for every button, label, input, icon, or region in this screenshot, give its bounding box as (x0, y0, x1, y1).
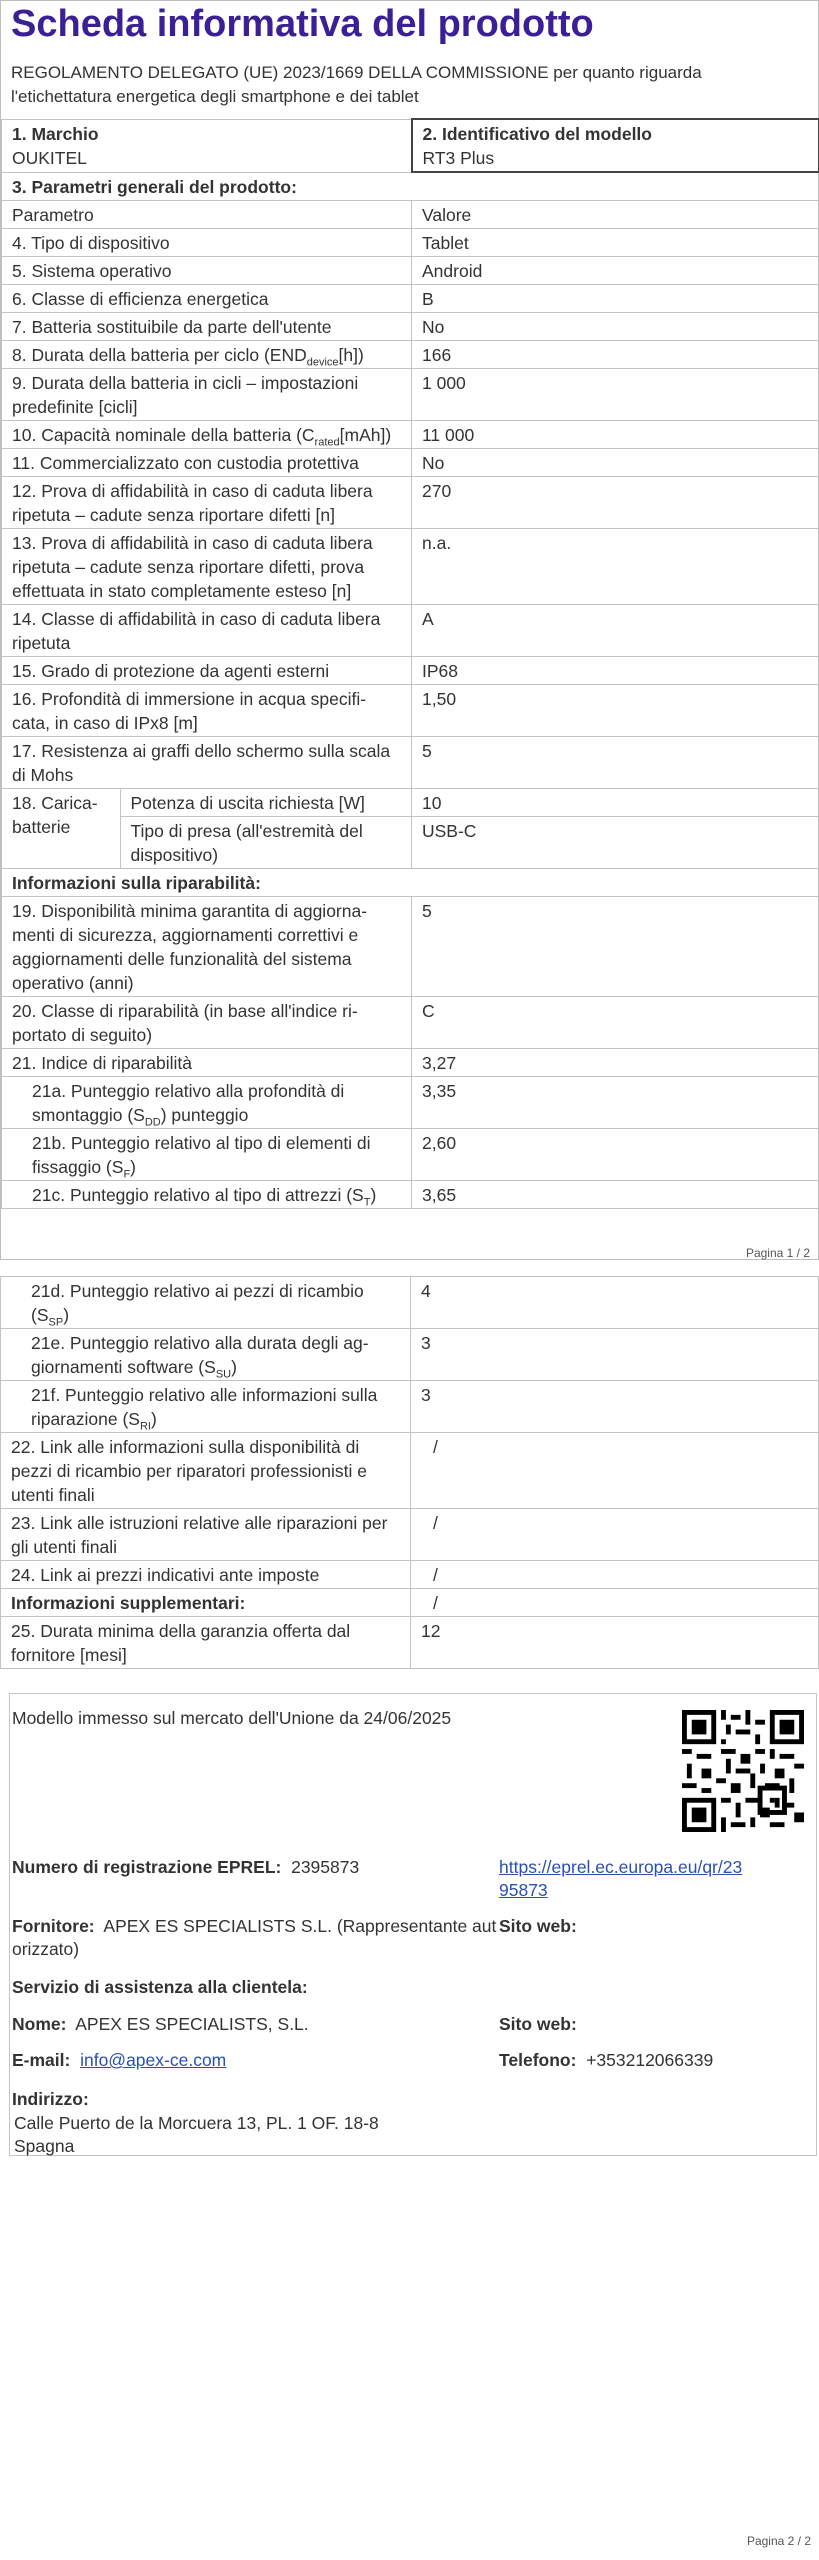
name-label: Nome: (12, 2014, 67, 2034)
table-row (1, 1277, 819, 1329)
param-cell (2, 1129, 412, 1181)
param-text-after: ) (370, 1185, 377, 1205)
param-cell: 16. Profondità di immersione in acqua specifi-cata, in caso di IPx8 [m] (2, 685, 412, 737)
address-label: Indirizzo: (12, 2089, 89, 2109)
param-text: 21d. Punteggio relativo ai pezzi di ricambio (S (31, 1281, 364, 1325)
value-cell: 3,65 (412, 1181, 819, 1209)
value-cell: 3 (411, 1329, 819, 1381)
eprel-label: Numero di registrazione EPREL: (12, 1857, 282, 1877)
table-row (2, 285, 819, 313)
value-cell: C (412, 997, 819, 1049)
value-cell: 12 (411, 1617, 819, 1669)
param-text: 10. Capacità nominale della batteria (C (12, 425, 315, 445)
value-cell: 270 (412, 477, 819, 529)
param-subscript: RI (139, 1420, 151, 1433)
table-row (2, 1077, 819, 1129)
param-subscript: device (306, 356, 339, 369)
param-cell (2, 421, 412, 449)
param-cell: 14. Classe di affidabilità in caso di caduta libera ripetuta (2, 605, 412, 657)
charger-value-cell (412, 789, 819, 869)
param-header: Parametro (2, 201, 412, 229)
value-cell: 3,27 (412, 1049, 819, 1077)
value-cell: 2,60 (412, 1129, 819, 1181)
param-text-after: ) punteggio (160, 1105, 249, 1125)
email-label: E-mail: (12, 2050, 71, 2070)
param-cell: 21. Indice di riparabilità (2, 1049, 412, 1077)
table-row (2, 1049, 819, 1077)
param-cell: 12. Prova di affidabilità in caso di caduta libera ripetuta – cadute senza riportare difetti [n] (2, 477, 412, 529)
value-cell: 3,35 (412, 1077, 819, 1129)
param-cell: 4. Tipo di dispositivo (2, 229, 412, 257)
extra-section-heading: Informazioni supplementari: (1, 1589, 411, 1617)
eprel-link[interactable]: https://eprel.ec.europa.eu/qr/23 (499, 1857, 743, 1877)
table-row (2, 257, 819, 285)
market-date-text: Modello immesso sul mercato dell'Unione da 24/06/2025 (12, 1708, 452, 1728)
param-subscript: T (363, 1196, 371, 1209)
table-row (2, 529, 819, 605)
value-cell: / (411, 1433, 819, 1509)
table-row (2, 229, 819, 257)
param-subscript: SU (215, 1368, 232, 1381)
param-subscript: SP (48, 1316, 64, 1329)
customer-service-label: Servizio di assistenza alla clientela: (12, 1977, 308, 1997)
value-cell: Android (412, 257, 819, 285)
table-row (2, 897, 819, 997)
param-text: 21f. Punteggio relativo alle informazioni sulla riparazione (S (31, 1385, 378, 1429)
param-cell: 5. Sistema operativo (2, 257, 412, 285)
param-cell: 6. Classe di efficienza energetica (2, 285, 412, 313)
supplier-value: APEX ES SPECIALISTS S.L. (Rappresentante aut (103, 1916, 497, 1936)
table-row (2, 685, 819, 737)
charger-power-param: Potenza di uscita richiesta [W] (120, 789, 411, 817)
param-text: 21c. Punteggio relativo al tipo di attrezzi (S (32, 1185, 364, 1205)
qr-code-icon (682, 1710, 804, 1832)
value-cell: 5 (412, 737, 819, 789)
table-row (2, 1181, 819, 1209)
table-row (1, 1589, 819, 1617)
value-cell: 11 000 (412, 421, 819, 449)
param-cell: 7. Batteria sostituibile da parte dell'utente (2, 313, 412, 341)
table-row (1, 1329, 819, 1381)
supplier-label: Fornitore: (12, 1916, 95, 1936)
address-line-1: Calle Puerto de la Morcuera 13, PL. 1 OF. 18-8 (14, 2113, 379, 2133)
param-cell (2, 1181, 412, 1209)
page-number-2: Pagina 2 / 2 (746, 2534, 811, 2548)
param-text-after: [mAh]) (339, 425, 392, 445)
value-cell: / (411, 1589, 819, 1617)
value-cell: / (411, 1509, 819, 1561)
product-info-table-page-2 (0, 1276, 819, 1669)
param-subscript: F (123, 1168, 131, 1181)
table-row (1, 1433, 819, 1509)
value-cell: 4 (411, 1277, 819, 1329)
value-cell: No (412, 313, 819, 341)
supplier-value-continued: orizzato) (12, 1939, 80, 1959)
brand-value: OUKITEL (12, 147, 87, 168)
param-cell (1, 1329, 411, 1381)
param-text-after: ) (130, 1157, 136, 1177)
charger-param-cell (2, 789, 412, 869)
param-cell (2, 341, 412, 369)
param-header-row (2, 201, 819, 229)
product-info-table (1, 118, 819, 1209)
table-row (2, 341, 819, 369)
param-cell (2, 1077, 412, 1129)
table-row (2, 477, 819, 529)
value-cell: A (412, 605, 819, 657)
table-row (1, 1561, 819, 1589)
table-row (2, 657, 819, 685)
table-row (2, 1129, 819, 1181)
table-row (2, 313, 819, 341)
value-cell: 1,50 (412, 685, 819, 737)
value-cell: B (412, 285, 819, 313)
name-value: APEX ES SPECIALISTS, S.L. (75, 2014, 309, 2034)
model-value: RT3 Plus (422, 148, 495, 168)
phone-label: Telefono: (499, 2050, 577, 2070)
table-row (1, 1509, 819, 1561)
general-section-heading: 3. Parametri generali del prodotto: (2, 172, 819, 201)
param-text-after: ) (63, 1305, 70, 1325)
website-label-2: Sito web: (499, 2014, 577, 2034)
param-text: 21a. Punteggio relativo alla profondità di smontaggio (S (32, 1081, 345, 1125)
regulation-subtitle: REGOLAMENTO DELEGATO (UE) 2023/1669 DELLA COMMISSIONE per quanto riguarda l'etichettatura energetica degli smartphone e dei tablet (11, 63, 702, 106)
value-cell: IP68 (412, 657, 819, 685)
param-text-after: [h]) (338, 345, 364, 365)
brand-model-row (2, 119, 819, 172)
charger-socket-value: USB-C (422, 821, 477, 841)
param-cell: 20. Classe di riparabilità (in base all'indice ri-portato di seguito) (2, 997, 412, 1049)
param-cell (1, 1381, 411, 1433)
brand-label: 1. Marchio (12, 123, 99, 144)
value-header: Valore (412, 201, 819, 229)
param-text: 8. Durata della batteria per ciclo (END (12, 345, 307, 365)
email-link[interactable]: info@apex-ce.com (80, 2050, 227, 2070)
param-cell: 25. Durata minima della garanzia offerta dal fornitore [mesi] (1, 1617, 411, 1669)
param-text-after: ) (231, 1357, 237, 1377)
value-cell: 166 (412, 341, 819, 369)
table-row (2, 737, 819, 789)
param-cell: 9. Durata della batteria in cicli – impostazioni predefinite [cicli] (2, 369, 412, 421)
param-cell: 23. Link alle istruzioni relative alle riparazioni per gli utenti finali (1, 1509, 411, 1561)
param-cell: 13. Prova di affidabilità in caso di caduta libera ripetuta – cadute senza riportare difetti, prova effettuata in stato completamente esteso [n] (2, 529, 412, 605)
table-row (1, 1381, 819, 1433)
supplier-info-box (9, 1693, 817, 2156)
param-cell: 24. Link ai prezzi indicativi ante imposte (1, 1561, 411, 1589)
param-cell: 15. Grado di protezione da agenti esterni (2, 657, 412, 685)
param-cell: 22. Link alle informazioni sulla disponibilità di pezzi di ricambio per riparatori professionisti e utenti finali (1, 1433, 411, 1509)
param-text: 21b. Punteggio relativo al tipo di elementi di fissaggio (S (32, 1133, 371, 1177)
value-cell: 1 000 (412, 369, 819, 421)
charger-row (2, 789, 819, 869)
param-text: 21e. Punteggio relativo alla durata degli ag-giornamenti software (S (31, 1333, 369, 1377)
website-label: Sito web: (499, 1916, 577, 1936)
eprel-link-continued[interactable]: 95873 (499, 1880, 548, 1900)
table-row (2, 605, 819, 657)
phone-value: +353212066339 (586, 2050, 714, 2070)
value-cell: 3 (411, 1381, 819, 1433)
value-cell: Tablet (412, 229, 819, 257)
param-subscript: rated (314, 436, 340, 449)
charger-subtable (2, 789, 411, 868)
value-cell: n.a. (412, 529, 819, 605)
param-subscript: DD (144, 1116, 161, 1129)
param-cell: 17. Resistenza ai graffi dello schermo sulla scala di Mohs (2, 737, 412, 789)
value-cell: / (411, 1561, 819, 1589)
table-row (2, 369, 819, 421)
table-row (2, 449, 819, 477)
charger-power-value: 10 (412, 789, 819, 817)
table-row (2, 421, 819, 449)
param-cell: 19. Disponibilità minima garantita di aggiorna-menti di sicurezza, aggiornamenti correttivi e aggiornamenti delle funzionalità del sistema operativo (anni) (2, 897, 412, 997)
model-label: 2. Identificativo del modello (422, 124, 652, 144)
page-number-1: Pagina 1 / 2 (745, 1246, 810, 1260)
value-cell: 5 (412, 897, 819, 997)
page-title: Scheda informativa del prodotto (11, 3, 594, 45)
charger-values-subtable (412, 789, 819, 868)
repair-section-heading: Informazioni sulla riparabilità: (2, 869, 819, 897)
charger-socket-param: Tipo di presa (all'estremità del dispositivo) (120, 817, 411, 869)
address-line-2: Spagna (14, 2136, 75, 2156)
table-row (1, 1617, 819, 1669)
param-text-after: ) (150, 1409, 157, 1429)
eprel-value: 2395873 (291, 1857, 360, 1877)
param-cell: 11. Commercializzato con custodia protettiva (2, 449, 412, 477)
model-cell (412, 119, 819, 172)
table-row (2, 997, 819, 1049)
brand-cell (2, 119, 412, 172)
page-1 (0, 0, 819, 1260)
param-cell (1, 1277, 411, 1329)
charger-label: 18. Carica-batterie (2, 789, 120, 868)
value-cell: No (412, 449, 819, 477)
